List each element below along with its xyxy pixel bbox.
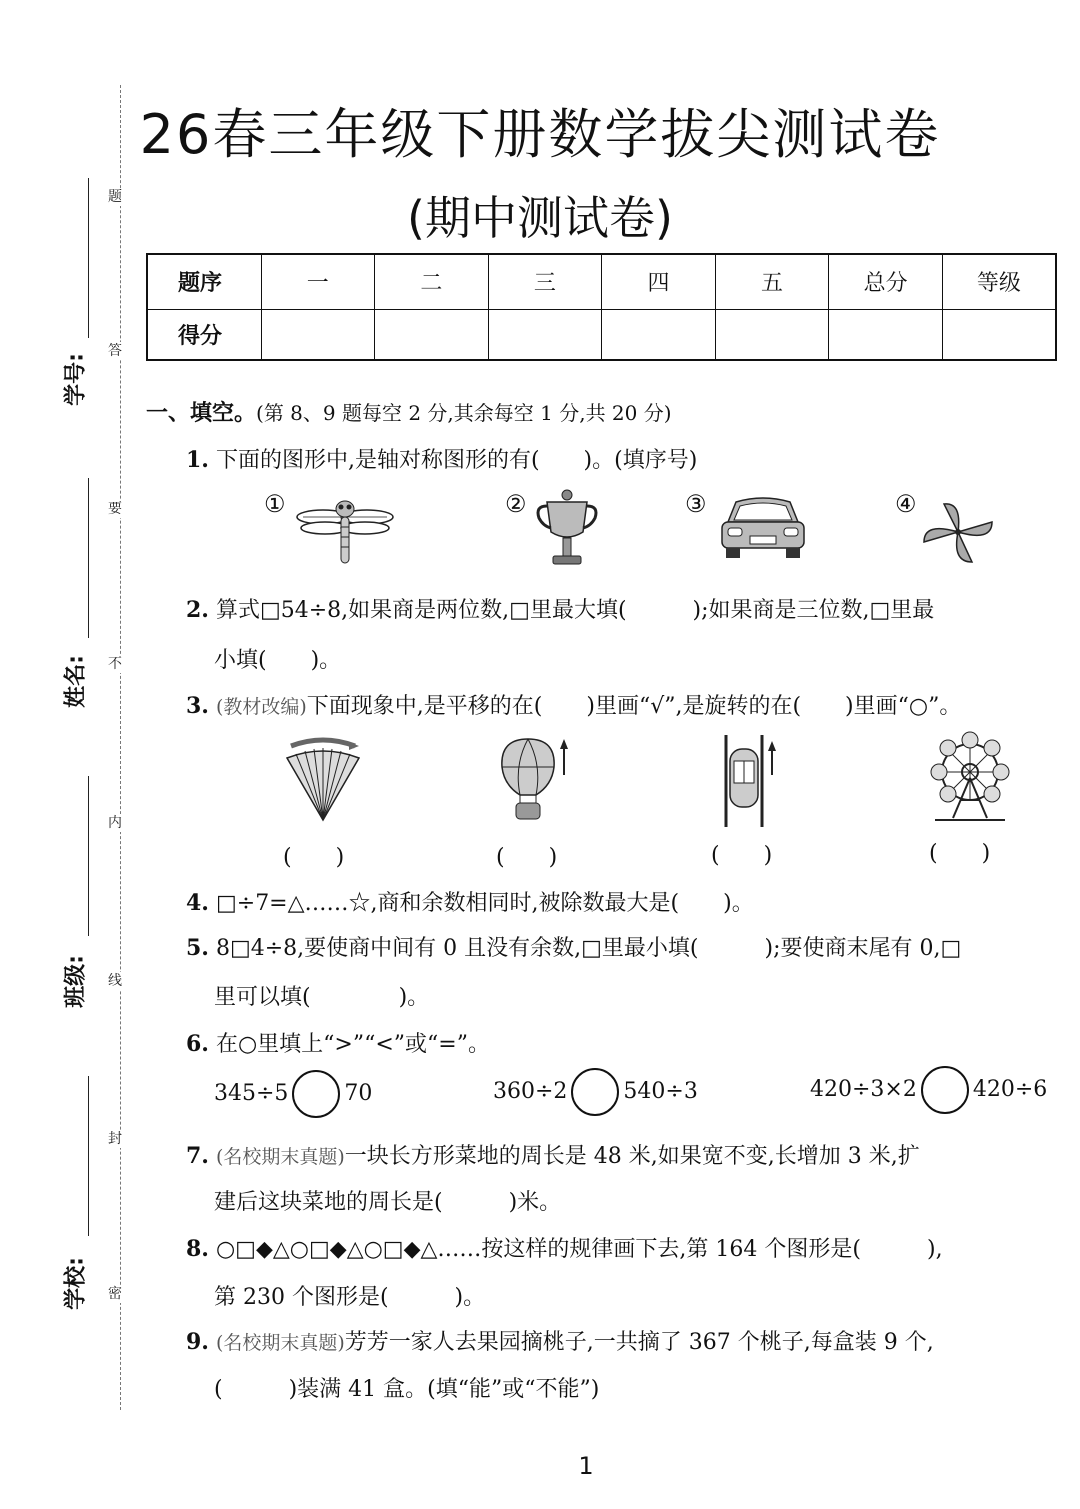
score-header-cell: 五 [715,254,829,309]
page-subtitle: (期中测试卷) [407,191,673,245]
question-number: 4. [186,890,209,916]
score-input-cell[interactable] [602,309,716,360]
question-9 [186,1325,934,1356]
binding-char: 不 [108,656,122,672]
score-input-cell[interactable] [488,309,602,360]
compare-item [214,1070,372,1118]
score-table [146,253,1057,361]
binding-line [120,85,121,1410]
compare-item [493,1068,698,1116]
score-header-cell: 等级 [942,254,1056,309]
score-row-label: 得分 [147,309,261,360]
compare-circle[interactable] [292,1070,340,1118]
question-9-cont: ( )装满 41 盒。(填“能”或“不能”) [214,1377,600,1402]
binding-char: 封 [108,1131,122,1147]
elevator-icon [722,735,782,827]
section-title: 一、填空。 [146,401,257,426]
figure-label: ④ [895,490,917,518]
compare-circle[interactable] [921,1066,969,1114]
compare-left: 345÷5 [214,1081,289,1106]
folding-fan-icon [283,738,363,824]
section-heading [146,396,672,427]
compare-right: 70 [344,1081,373,1106]
dragonfly-icon [295,495,395,567]
pinwheel-icon [922,500,994,564]
binding-char: 内 [108,815,122,831]
question-3 [186,689,961,720]
hot-air-balloon-icon [498,735,574,825]
compare-left: 420÷3×2 [810,1077,917,1102]
binding-char: 线 [108,973,122,989]
score-header-cell: 四 [602,254,716,309]
answer-blank[interactable]: ( ) [929,841,991,866]
score-input-cell[interactable] [715,309,829,360]
score-header-cell: 总分 [829,254,943,309]
score-header-cell: 三 [488,254,602,309]
score-input-cell[interactable] [829,309,943,360]
question-5-cont: 里可以填( )。 [214,985,430,1010]
question-text: 在○里填上“>”“<”或“=”。 [215,1032,490,1057]
question-number: 9. [186,1329,209,1355]
car-icon [720,492,806,560]
question-number: 2. [186,597,209,623]
binding-char: 题 [108,189,122,205]
ferris-wheel-icon [925,728,1015,824]
figure-label: ③ [685,490,707,518]
label-student-id: 学号: [63,353,89,406]
question-text: 一块长方形菜地的周长是 48 米,如果宽不变,长增加 3 米,扩 [344,1144,920,1169]
score-input-cell[interactable] [261,309,375,360]
question-2-cont: 小填( )。 [214,648,342,673]
fill-line-class[interactable] [88,776,89,936]
question-number: 5. [186,935,209,961]
page-number: 1 [578,1452,594,1480]
question-number: 8. [186,1236,209,1262]
question-source: (名校期末真题) [215,1332,345,1354]
question-number: 6. [186,1031,209,1057]
label-class: 班级: [63,955,89,1008]
question-7 [186,1139,920,1170]
question-source: (教材改编) [215,696,307,718]
question-4 [186,886,754,917]
question-text: □÷7=△……☆,商和余数相同时,被除数最大是( )。 [215,891,754,916]
binding-char: 密 [108,1286,122,1302]
question-source: (名校期末真题) [215,1146,345,1168]
answer-blank[interactable]: ( ) [711,843,773,868]
compare-circle[interactable] [571,1068,619,1116]
compare-right: 540÷3 [623,1079,698,1104]
answer-blank[interactable]: ( ) [496,845,558,870]
figure-label: ① [264,490,286,518]
figure-label: ② [505,490,527,518]
fill-line-school[interactable] [88,1076,89,1236]
compare-item [810,1066,1047,1114]
fill-line-name[interactable] [88,478,89,638]
question-number: 1. [186,447,209,473]
score-input-cell[interactable] [375,309,489,360]
score-input-cell[interactable] [942,309,1056,360]
question-text: 芳芳一家人去果园摘桃子,一共摘了 367 个桃子,每盒装 9 个, [344,1330,934,1355]
label-name: 姓名: [63,655,89,708]
question-5 [186,931,961,962]
binding-char: 答 [108,343,122,359]
question-6 [186,1027,490,1058]
answer-blank[interactable]: ( ) [283,845,345,870]
question-text: 下面现象中,是平移的在( )里画“√”,是旋转的在( )里画“○”。 [306,694,962,719]
section-note: (第 8、9 题每空 2 分,其余每空 1 分,共 20 分) [256,401,672,425]
question-7-cont: 建后这块菜地的周长是( )米。 [214,1190,562,1215]
compare-right: 420÷6 [972,1077,1048,1102]
question-number: 7. [186,1143,209,1169]
question-number: 3. [186,693,209,719]
score-header-cell: 二 [375,254,489,309]
question-text: 下面的图形中,是轴对称图形的有( )。(填序号) [215,448,698,473]
question-text: ○□◆△○□◆△○□◆△……按这样的规律画下去,第 164 个图形是( ), [215,1237,943,1262]
question-text: 算式□54÷8,如果商是两位数,□里最大填( );如果商是三位数,□里最 [215,598,935,623]
question-8 [186,1232,943,1263]
binding-char: 要 [108,501,122,517]
score-header-cell: 题序 [147,254,261,309]
question-1 [186,443,697,474]
compare-left: 360÷2 [493,1079,568,1104]
trophy-icon [535,488,599,568]
question-2 [186,593,934,624]
page-title: 26春三年级下册数学拔尖测试卷 [139,103,941,166]
score-header-cell: 一 [261,254,375,309]
question-text: 8□4÷8,要使商中间有 0 且没有余数,□里最小填( );要使商末尾有 0,□ [215,936,962,961]
question-8-cont: 第 230 个图形是( )。 [214,1285,486,1310]
label-school: 学校: [63,1257,89,1310]
